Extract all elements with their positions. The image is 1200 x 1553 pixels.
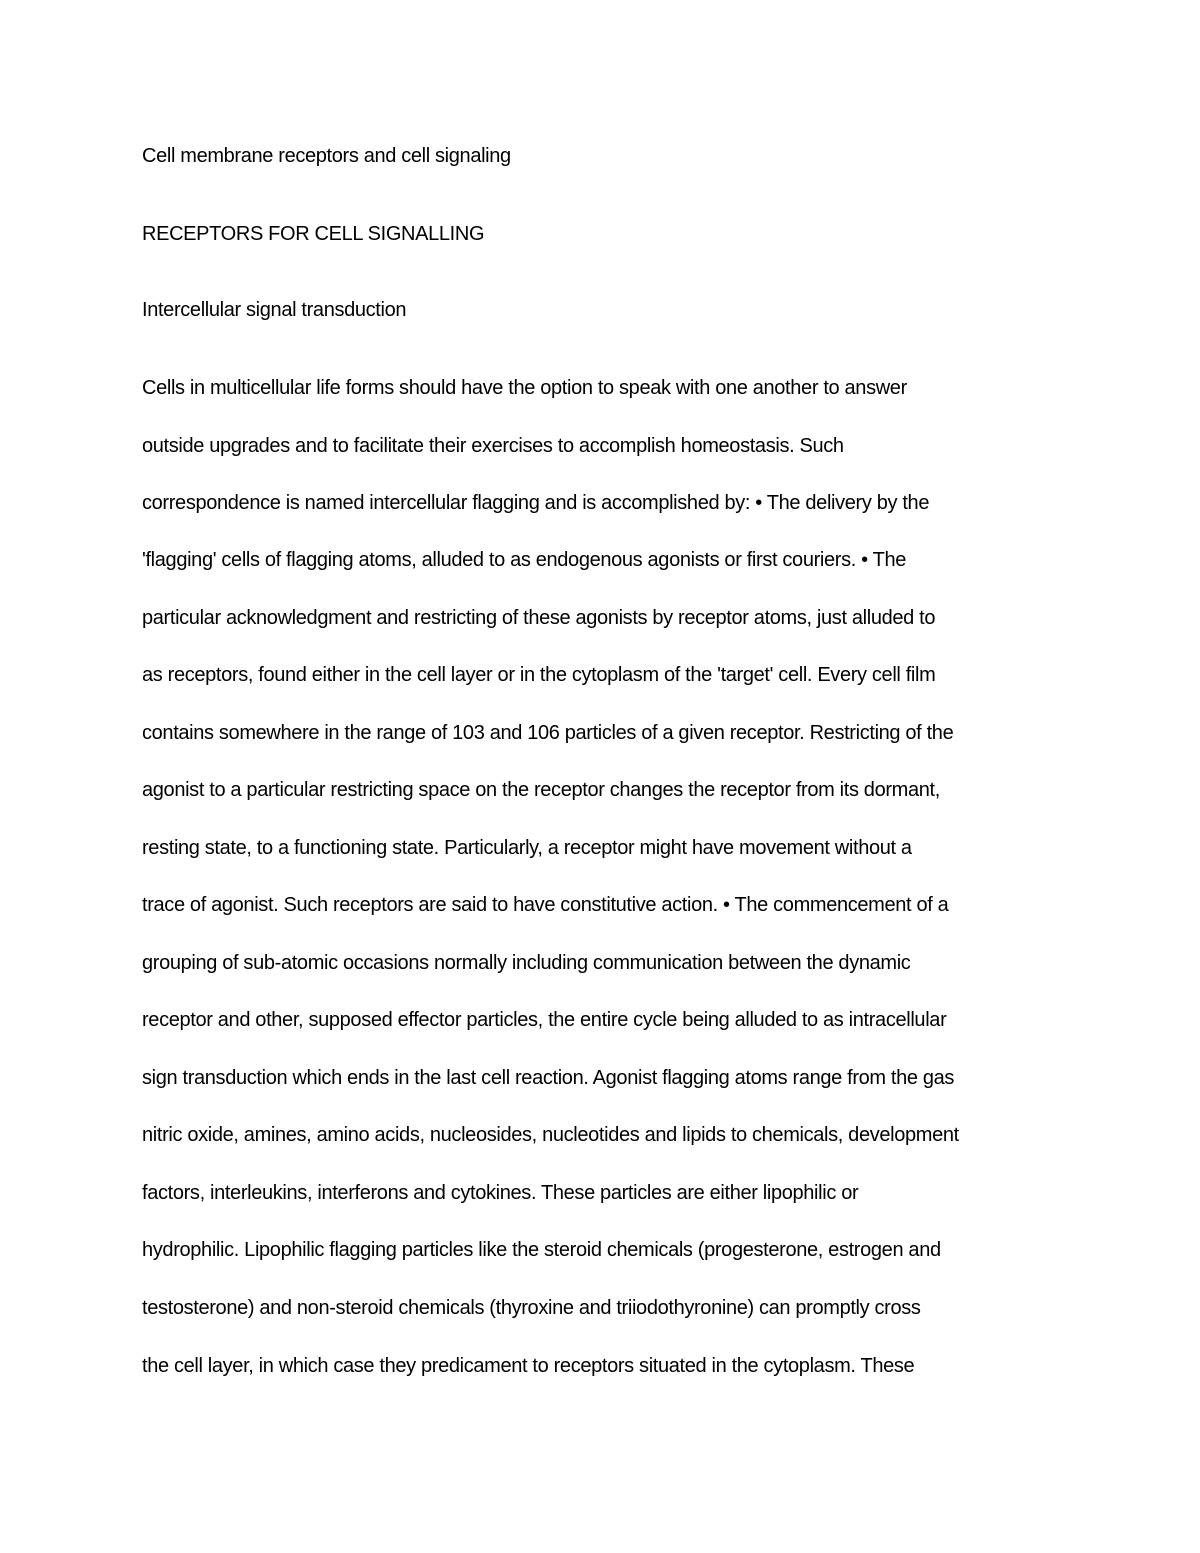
body-line: particular acknowledgment and restricting of these agonists by receptor atoms, just alluded to — [142, 607, 936, 629]
body-line: receptor and other, supposed effector particles, the entire cycle being alluded to as intracellular — [142, 1009, 947, 1031]
body-line: hydrophilic. Lipophilic flagging particles like the steroid chemicals (progesterone, estrogen and — [142, 1239, 941, 1261]
body-line: nitric oxide, amines, amino acids, nucleosides, nucleotides and lipids to chemicals, development — [142, 1124, 959, 1146]
body-line: trace of agonist. Such receptors are said to have constitutive action. • The commencement of a — [142, 894, 949, 916]
body-line: grouping of sub-atomic occasions normally including communication between the dynamic — [142, 952, 911, 974]
document-title: Cell membrane receptors and cell signaling — [142, 145, 511, 167]
section-heading: RECEPTORS FOR CELL SIGNALLING — [142, 223, 485, 245]
body-line: Cells in multicellular life forms should have the option to speak with one another to answer — [142, 377, 907, 399]
body-line: agonist to a particular restricting space on the receptor changes the receptor from its dormant, — [142, 779, 940, 801]
body-line: contains somewhere in the range of 103 and 106 particles of a given receptor. Restricting of the — [142, 722, 954, 744]
body-line: the cell layer, in which case they predicament to receptors situated in the cytoplasm. These — [142, 1355, 915, 1377]
body-line: outside upgrades and to facilitate their exercises to accomplish homeostasis. Such — [142, 435, 844, 457]
body-line: sign transduction which ends in the last cell reaction. Agonist flagging atoms range from the gas — [142, 1067, 955, 1089]
body-line: testosterone) and non-steroid chemicals (thyroxine and triiodothyronine) can promptly cross — [142, 1297, 921, 1319]
body-line: as receptors, found either in the cell layer or in the cytoplasm of the 'target' cell. Every cell film — [142, 664, 936, 686]
body-line: factors, interleukins, interferons and cytokines. These particles are either lipophilic or — [142, 1182, 859, 1204]
subheading: Intercellular signal transduction — [142, 299, 407, 321]
body-line: resting state, to a functioning state. Particularly, a receptor might have movement without a — [142, 837, 912, 859]
body-line: correspondence is named intercellular flagging and is accomplished by: • The delivery by the — [142, 492, 930, 514]
body-line: 'flagging' cells of flagging atoms, alluded to as endogenous agonists or first couriers. • The — [142, 549, 907, 571]
